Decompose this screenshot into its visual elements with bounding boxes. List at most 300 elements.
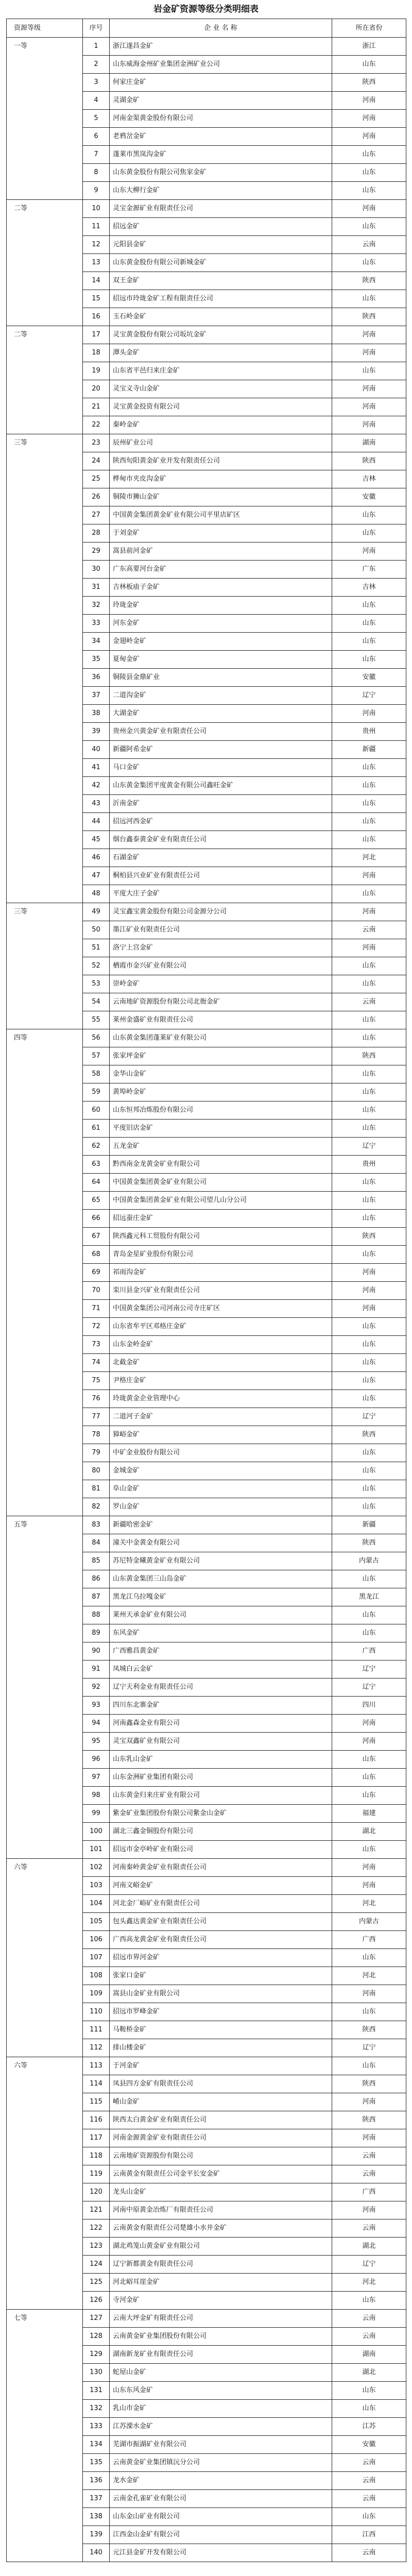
enterprise-name: 山东金岭金矿 — [110, 1336, 332, 1354]
row-number: 62 — [83, 1138, 110, 1156]
enterprise-name: 包头鑫达黄金矿业有限责任公司 — [110, 1913, 332, 1931]
enterprise-name: 云南地矿资源股份有限公司 — [110, 2147, 332, 2165]
province-cell: 山东 — [332, 254, 406, 272]
province-cell: 内蒙古 — [332, 1552, 406, 1570]
enterprise-name: 云南金孔雀矿业有限公司 — [110, 2490, 332, 2508]
enterprise-name: 灵湖金矿 — [110, 92, 332, 110]
enterprise-name: 招远河西金矿 — [110, 813, 332, 831]
province-cell: 陕西 — [332, 2111, 406, 2129]
row-number: 25 — [83, 470, 110, 488]
province-cell: 云南 — [332, 2490, 406, 2508]
row-number: 7 — [83, 146, 110, 164]
province-cell: 湖北 — [332, 2364, 406, 2382]
row-number: 88 — [83, 1606, 110, 1624]
province-cell: 山东 — [332, 1029, 406, 1047]
enterprise-name: 黄埠岭金矿 — [110, 1083, 332, 1101]
row-number: 66 — [83, 1210, 110, 1228]
row-number: 82 — [83, 1498, 110, 1516]
row-number: 17 — [83, 326, 110, 344]
row-number: 59 — [83, 1083, 110, 1101]
row-number: 139 — [83, 2526, 110, 2544]
enterprise-name: 河南鑫森金业有限公司 — [110, 1715, 332, 1733]
enterprise-name: 招远市界河金矿 — [110, 1949, 332, 1967]
province-cell: 河南 — [332, 2129, 406, 2147]
row-number: 79 — [83, 1444, 110, 1462]
row-number: 52 — [83, 957, 110, 975]
table-row — [7, 326, 406, 344]
row-number: 131 — [83, 2382, 110, 2400]
row-number: 91 — [83, 1660, 110, 1679]
province-cell: 山东 — [332, 777, 406, 795]
province-cell: 江苏 — [332, 2418, 406, 2436]
row-number: 35 — [83, 651, 110, 669]
province-cell: 吉林 — [332, 579, 406, 597]
province-cell: 河南 — [332, 867, 406, 885]
province-cell: 湖南 — [332, 434, 406, 452]
enterprise-name: 平度大庄子金矿 — [110, 885, 332, 903]
province-cell: 云南 — [332, 2147, 406, 2165]
enterprise-name: 北截金矿 — [110, 1354, 332, 1372]
province-cell: 山东 — [332, 813, 406, 831]
province-cell: 河南 — [332, 1985, 406, 2003]
table-row — [7, 200, 406, 218]
row-number: 43 — [83, 795, 110, 813]
row-number: 65 — [83, 1192, 110, 1210]
province-cell: 贵州 — [332, 723, 406, 741]
enterprise-name: 云南地矿资源股份有限公司北衙金矿 — [110, 993, 332, 1011]
row-number: 40 — [83, 741, 110, 759]
enterprise-name: 铜陵市狮山金矿 — [110, 488, 332, 506]
enterprise-name: 湖北三鑫金铜股份有限公司 — [110, 1823, 332, 1841]
province-cell: 广西 — [332, 1931, 406, 1949]
province-cell: 湖南 — [332, 2346, 406, 2364]
row-number: 80 — [83, 1462, 110, 1480]
province-cell: 陕西 — [332, 1534, 406, 1552]
province-cell: 山东 — [332, 1498, 406, 1516]
row-number: 106 — [83, 1931, 110, 1949]
enterprise-name: 招远金矿 — [110, 218, 332, 236]
row-number: 104 — [83, 1895, 110, 1913]
enterprise-name: 何家庄金矿 — [110, 74, 332, 92]
row-number: 14 — [83, 272, 110, 290]
enterprise-name: 招远市金亭岭矿业有限公司 — [110, 1841, 332, 1859]
table-row — [7, 903, 406, 921]
enterprise-name: 山东金山矿业有限公司 — [110, 2508, 332, 2526]
province-cell: 新疆 — [332, 741, 406, 759]
enterprise-name: 乳山市金矿 — [110, 2400, 332, 2418]
enterprise-name: 山东省牟平区邓格庄金矿 — [110, 1318, 332, 1336]
enterprise-name: 元阳县金矿 — [110, 236, 332, 254]
row-number: 38 — [83, 705, 110, 723]
province-cell: 山东 — [332, 633, 406, 651]
province-cell: 湖北 — [332, 1823, 406, 1841]
row-number: 33 — [83, 615, 110, 633]
row-number: 75 — [83, 1372, 110, 1390]
row-number: 69 — [83, 1264, 110, 1282]
enterprise-name: 夏甸金矿 — [110, 651, 332, 669]
enterprise-name: 山东黄金集团平度黄金有限公司鑫旺金矿 — [110, 777, 332, 795]
enterprise-name: 云南大坪金矿有限责任公司 — [110, 2310, 332, 2328]
enterprise-name: 灵宝黄金投资有限公司 — [110, 398, 332, 416]
enterprise-name: 河南中原黄金冶炼厂有限责任公司 — [110, 2201, 332, 2219]
row-number: 23 — [83, 434, 110, 452]
province-cell: 安徽 — [332, 488, 406, 506]
header-enterprise-name: 企 业 名 称 — [110, 19, 332, 38]
enterprise-name: 龙头山金矿 — [110, 2183, 332, 2201]
enterprise-name: 大湖金矿 — [110, 705, 332, 723]
row-number: 50 — [83, 921, 110, 939]
enterprise-name: 蓬莱市黑岚沟金矿 — [110, 146, 332, 164]
row-number: 83 — [83, 1516, 110, 1534]
row-number: 90 — [83, 1642, 110, 1660]
province-cell: 山东 — [332, 2003, 406, 2021]
grade-cell: 六等 — [7, 1859, 83, 2057]
row-number: 81 — [83, 1480, 110, 1498]
province-cell: 山东 — [332, 146, 406, 164]
table-row — [7, 1859, 406, 1877]
enterprise-name: 山东恒邦冶炼股份有限公司 — [110, 1101, 332, 1120]
province-cell: 安徽 — [332, 669, 406, 687]
province-cell: 山东 — [332, 1192, 406, 1210]
province-cell: 山东 — [332, 1120, 406, 1138]
enterprise-name: 青岛金星矿业股份有限公司 — [110, 1246, 332, 1264]
enterprise-name: 灵宝鑫宝黄金股份有限公司金源分公司 — [110, 903, 332, 921]
row-number: 1 — [83, 38, 110, 56]
enterprise-name: 烟台鑫泰黄金矿业有限责任公司 — [110, 831, 332, 849]
province-cell: 山东 — [332, 524, 406, 543]
province-cell: 云南 — [332, 2454, 406, 2472]
enterprise-name: 河南秦岭黄金矿业有限责任公司 — [110, 1859, 332, 1877]
province-cell: 山东 — [332, 1570, 406, 1588]
province-cell: 辽宁 — [332, 1138, 406, 1156]
province-cell: 山东 — [332, 1787, 406, 1805]
row-number: 122 — [83, 2219, 110, 2238]
province-cell: 山东 — [332, 1354, 406, 1372]
province-cell: 广东 — [332, 561, 406, 579]
enterprise-name: 广东高要河台金矿 — [110, 561, 332, 579]
row-number: 36 — [83, 669, 110, 687]
enterprise-name: 潼关中金黄金有限公司 — [110, 1534, 332, 1552]
province-cell: 云南 — [332, 236, 406, 254]
row-number: 68 — [83, 1246, 110, 1264]
enterprise-name: 沂南金矿 — [110, 795, 332, 813]
enterprise-name: 湖北鸡笼山黄金矿业有限公司 — [110, 2238, 332, 2256]
province-cell: 广西 — [332, 2183, 406, 2201]
province-cell: 河北 — [332, 2274, 406, 2292]
row-number: 53 — [83, 975, 110, 993]
row-number: 22 — [83, 416, 110, 434]
enterprise-name: 老鸦岔金矿 — [110, 128, 332, 146]
row-number: 72 — [83, 1318, 110, 1336]
row-number: 93 — [83, 1697, 110, 1715]
row-number: 84 — [83, 1534, 110, 1552]
province-cell: 山东 — [332, 56, 406, 74]
row-number: 57 — [83, 1047, 110, 1065]
province-cell: 山东 — [332, 506, 406, 524]
province-cell: 河南 — [332, 939, 406, 957]
row-number: 26 — [83, 488, 110, 506]
row-number: 34 — [83, 633, 110, 651]
row-number: 134 — [83, 2436, 110, 2454]
row-number: 13 — [83, 254, 110, 272]
province-cell: 河南 — [332, 200, 406, 218]
province-cell: 辽宁 — [332, 1408, 406, 1426]
enterprise-name: 张家口金矿 — [110, 1967, 332, 1985]
province-cell: 江西 — [332, 2526, 406, 2544]
row-number: 77 — [83, 1408, 110, 1426]
row-number: 48 — [83, 885, 110, 903]
page-title: 岩金矿资源等级分类明细表 — [153, 4, 259, 14]
enterprise-name: 招远市罗峰金矿 — [110, 2003, 332, 2021]
row-number: 120 — [83, 2183, 110, 2201]
grade-cell: 四等 — [7, 1029, 83, 1516]
enterprise-name: 金华山金矿 — [110, 1065, 332, 1083]
row-number: 45 — [83, 831, 110, 849]
province-cell: 河南 — [332, 398, 406, 416]
province-cell: 山东 — [332, 1624, 406, 1642]
row-number: 28 — [83, 524, 110, 543]
enterprise-name: 于刘金矿 — [110, 524, 332, 543]
enterprise-name: 嵩县前河金矿 — [110, 543, 332, 561]
table-row — [7, 38, 406, 56]
enterprise-name: 桐柏县兴业矿业有限责任公司 — [110, 867, 332, 885]
enterprise-name: 祁雨沟金矿 — [110, 1264, 332, 1282]
enterprise-name: 平度旧店金矿 — [110, 1120, 332, 1138]
province-cell: 山东 — [332, 1336, 406, 1354]
province-cell: 云南 — [332, 2219, 406, 2238]
province-cell: 云南 — [332, 2165, 406, 2183]
enterprise-name: 尹格庄金矿 — [110, 1372, 332, 1390]
enterprise-name: 灵宝黄金股份有限公司坂坑金矿 — [110, 326, 332, 344]
enterprise-name: 紫金矿业集团股份有限公司紫金山金矿 — [110, 1805, 332, 1823]
province-cell: 云南 — [332, 2472, 406, 2490]
province-cell: 黑龙江 — [332, 1588, 406, 1606]
row-number: 24 — [83, 452, 110, 470]
enterprise-name: 金城金矿 — [110, 1462, 332, 1480]
enterprise-name: 辽宁天利金业有限责任公司 — [110, 1679, 332, 1697]
enterprise-name: 张家坪金矿 — [110, 1047, 332, 1065]
province-cell: 陕西 — [332, 1228, 406, 1246]
enterprise-name: 双王金矿 — [110, 272, 332, 290]
row-number: 21 — [83, 398, 110, 416]
province-cell: 山东 — [332, 2057, 406, 2075]
province-cell: 河南 — [332, 903, 406, 921]
enterprise-name: 河南金源黄金矿业有限责任公司 — [110, 2129, 332, 2147]
enterprise-name: 山东省平邑归来庄金矿 — [110, 362, 332, 380]
province-cell: 河北 — [332, 849, 406, 867]
row-number: 94 — [83, 1715, 110, 1733]
enterprise-name: 黑龙江乌拉嘎金矿 — [110, 1588, 332, 1606]
province-cell: 河南 — [332, 344, 406, 362]
row-number: 47 — [83, 867, 110, 885]
enterprise-name: 云南黄金有限责任公司金平长安金矿 — [110, 2165, 332, 2183]
enterprise-name: 河南文峪金矿 — [110, 1877, 332, 1895]
row-number: 61 — [83, 1120, 110, 1138]
enterprise-name: 凤县四方金矿有限责任公司 — [110, 2075, 332, 2093]
province-cell: 云南 — [332, 2544, 406, 2562]
row-number: 123 — [83, 2238, 110, 2256]
row-number: 63 — [83, 1156, 110, 1174]
enterprise-name: 莱州天承金矿业有限公司 — [110, 1606, 332, 1624]
row-number: 114 — [83, 2075, 110, 2093]
row-number: 113 — [83, 2057, 110, 2075]
enterprise-name: 云南黄金矿业集团股份有限公司 — [110, 2328, 332, 2346]
enterprise-name: 山东乳山金矿 — [110, 1751, 332, 1769]
enterprise-name: 玲珑黄金企业管理中心 — [110, 1390, 332, 1408]
enterprise-name: 灵宝义寺山金矿 — [110, 380, 332, 398]
row-number: 130 — [83, 2364, 110, 2382]
row-number: 87 — [83, 1588, 110, 1606]
province-cell: 山东 — [332, 1246, 406, 1264]
row-number: 56 — [83, 1029, 110, 1047]
row-number: 4 — [83, 92, 110, 110]
province-cell: 山东 — [332, 2382, 406, 2400]
province-cell: 山东 — [332, 362, 406, 380]
province-cell: 山东 — [332, 885, 406, 903]
row-number: 46 — [83, 849, 110, 867]
grade-cell: 五等 — [7, 1516, 83, 1859]
row-number: 10 — [83, 200, 110, 218]
province-cell: 云南 — [332, 2310, 406, 2328]
enterprise-name: 墨江矿业有限责任公司 — [110, 921, 332, 939]
row-number: 137 — [83, 2490, 110, 2508]
row-number: 126 — [83, 2292, 110, 2310]
province-cell: 四川 — [332, 1697, 406, 1715]
row-number: 103 — [83, 1877, 110, 1895]
enterprise-name: 二道沟金矿 — [110, 687, 332, 705]
province-cell: 山东 — [332, 1210, 406, 1228]
grade-cell: 二等 — [7, 200, 83, 326]
row-number: 132 — [83, 2400, 110, 2418]
enterprise-name: 灵宝双鑫矿业有限公司 — [110, 1733, 332, 1751]
enterprise-name: 苏尼特金曦黄金矿业有限公司 — [110, 1552, 332, 1570]
row-number: 107 — [83, 1949, 110, 1967]
province-cell: 广西 — [332, 1642, 406, 1660]
province-cell: 福建 — [332, 1805, 406, 1823]
province-cell: 陕西 — [332, 452, 406, 470]
province-cell: 河南 — [332, 1733, 406, 1751]
enterprise-name: 山东黄金股份有限公司新城金矿 — [110, 254, 332, 272]
table-row — [7, 1516, 406, 1534]
enterprise-name: 山东黄金集团三山岛金矿 — [110, 1570, 332, 1588]
enterprise-name: 湖南新龙矿业有限责任公司 — [110, 2346, 332, 2364]
enterprise-name: 莱州金盛矿业有限责任公司 — [110, 1011, 332, 1029]
row-number: 125 — [83, 2274, 110, 2292]
province-cell: 云南 — [332, 2328, 406, 2346]
enterprise-name: 四川东北寨金矿 — [110, 1697, 332, 1715]
province-cell: 山东 — [332, 615, 406, 633]
row-number: 12 — [83, 236, 110, 254]
row-number: 102 — [83, 1859, 110, 1877]
province-cell: 辽宁 — [332, 1660, 406, 1679]
enterprise-name: 招远蚕庄金矿 — [110, 1210, 332, 1228]
province-cell: 河南 — [332, 1282, 406, 1300]
row-number: 5 — [83, 110, 110, 128]
table-row — [7, 2310, 406, 2328]
row-number: 55 — [83, 1011, 110, 1029]
province-cell: 山东 — [332, 975, 406, 993]
province-cell: 山东 — [332, 2508, 406, 2526]
province-cell: 河南 — [332, 2093, 406, 2111]
enterprise-name: 广西高龙黄金矿业有限责任公司 — [110, 1931, 332, 1949]
row-number: 138 — [83, 2508, 110, 2526]
row-number: 108 — [83, 1967, 110, 1985]
row-number: 98 — [83, 1787, 110, 1805]
row-number: 18 — [83, 344, 110, 362]
enterprise-name: 玉石岭金矿 — [110, 308, 332, 326]
province-cell: 陕西 — [332, 74, 406, 92]
resource-grade-table — [6, 19, 406, 2562]
row-number: 136 — [83, 2472, 110, 2490]
enterprise-name: 寺河金矿 — [110, 2292, 332, 2310]
enterprise-name: 铜陵县金鼎矿业 — [110, 669, 332, 687]
enterprise-name: 秦岭金矿 — [110, 416, 332, 434]
enterprise-name: 栖霞市金兴矿业有限公司 — [110, 957, 332, 975]
row-number: 30 — [83, 561, 110, 579]
province-cell: 河南 — [332, 326, 406, 344]
province-cell: 河南 — [332, 1859, 406, 1877]
enterprise-name: 河东金矿 — [110, 615, 332, 633]
enterprise-name: 元江县金矿开发有限公司 — [110, 2544, 332, 2562]
enterprise-name: 于河金矿 — [110, 2057, 332, 2075]
row-number: 129 — [83, 2346, 110, 2364]
province-cell: 山东 — [332, 218, 406, 236]
province-cell: 河北 — [332, 1895, 406, 1913]
table-row — [7, 2057, 406, 2075]
row-number: 51 — [83, 939, 110, 957]
province-cell: 山东 — [332, 1841, 406, 1859]
enterprise-name: 中国黄金集团黄金矿业有限公司望儿山分公司 — [110, 1192, 332, 1210]
row-number: 64 — [83, 1174, 110, 1192]
province-cell: 山东 — [332, 2400, 406, 2418]
row-number: 78 — [83, 1426, 110, 1444]
row-number: 101 — [83, 1841, 110, 1859]
province-cell: 山东 — [332, 1751, 406, 1769]
grade-cell: 一等 — [7, 38, 83, 200]
row-number: 71 — [83, 1300, 110, 1318]
enterprise-name: 河南金渠黄金股份有限公司 — [110, 110, 332, 128]
grade-cell: 三等 — [7, 434, 83, 903]
enterprise-name: 嵩县山金矿业有限公司 — [110, 1985, 332, 2003]
row-number: 74 — [83, 1354, 110, 1372]
province-cell: 山东 — [332, 1011, 406, 1029]
row-number: 85 — [83, 1552, 110, 1570]
enterprise-name: 黔西南金龙黄金矿业有限公司 — [110, 1156, 332, 1174]
row-number: 124 — [83, 2256, 110, 2274]
province-cell: 河南 — [332, 110, 406, 128]
row-number: 29 — [83, 543, 110, 561]
province-cell: 山东 — [332, 1480, 406, 1498]
row-number: 119 — [83, 2165, 110, 2183]
row-number: 8 — [83, 164, 110, 182]
enterprise-name: 江西金山金矿有限公司 — [110, 2526, 332, 2544]
enterprise-name: 蛇屋山金矿 — [110, 2364, 332, 2382]
row-number: 111 — [83, 2021, 110, 2039]
row-number: 110 — [83, 2003, 110, 2021]
enterprise-name: 招远市玲珑金矿工程有限责任公司 — [110, 290, 332, 308]
enterprise-name: 云南黄金矿业集团镇沅分公司 — [110, 2454, 332, 2472]
row-number: 42 — [83, 777, 110, 795]
row-number: 73 — [83, 1336, 110, 1354]
enterprise-name: 栾川县金兴矿业有限责任公司 — [110, 1282, 332, 1300]
row-number: 115 — [83, 2093, 110, 2111]
province-cell: 河南 — [332, 1877, 406, 1895]
enterprise-name: 罗山金矿 — [110, 1498, 332, 1516]
province-cell: 陕西 — [332, 1426, 406, 1444]
enterprise-name: 辽宁新都黄金有限责任公司 — [110, 2256, 332, 2274]
province-cell: 山东 — [332, 2292, 406, 2310]
province-cell: 山东 — [332, 1390, 406, 1408]
